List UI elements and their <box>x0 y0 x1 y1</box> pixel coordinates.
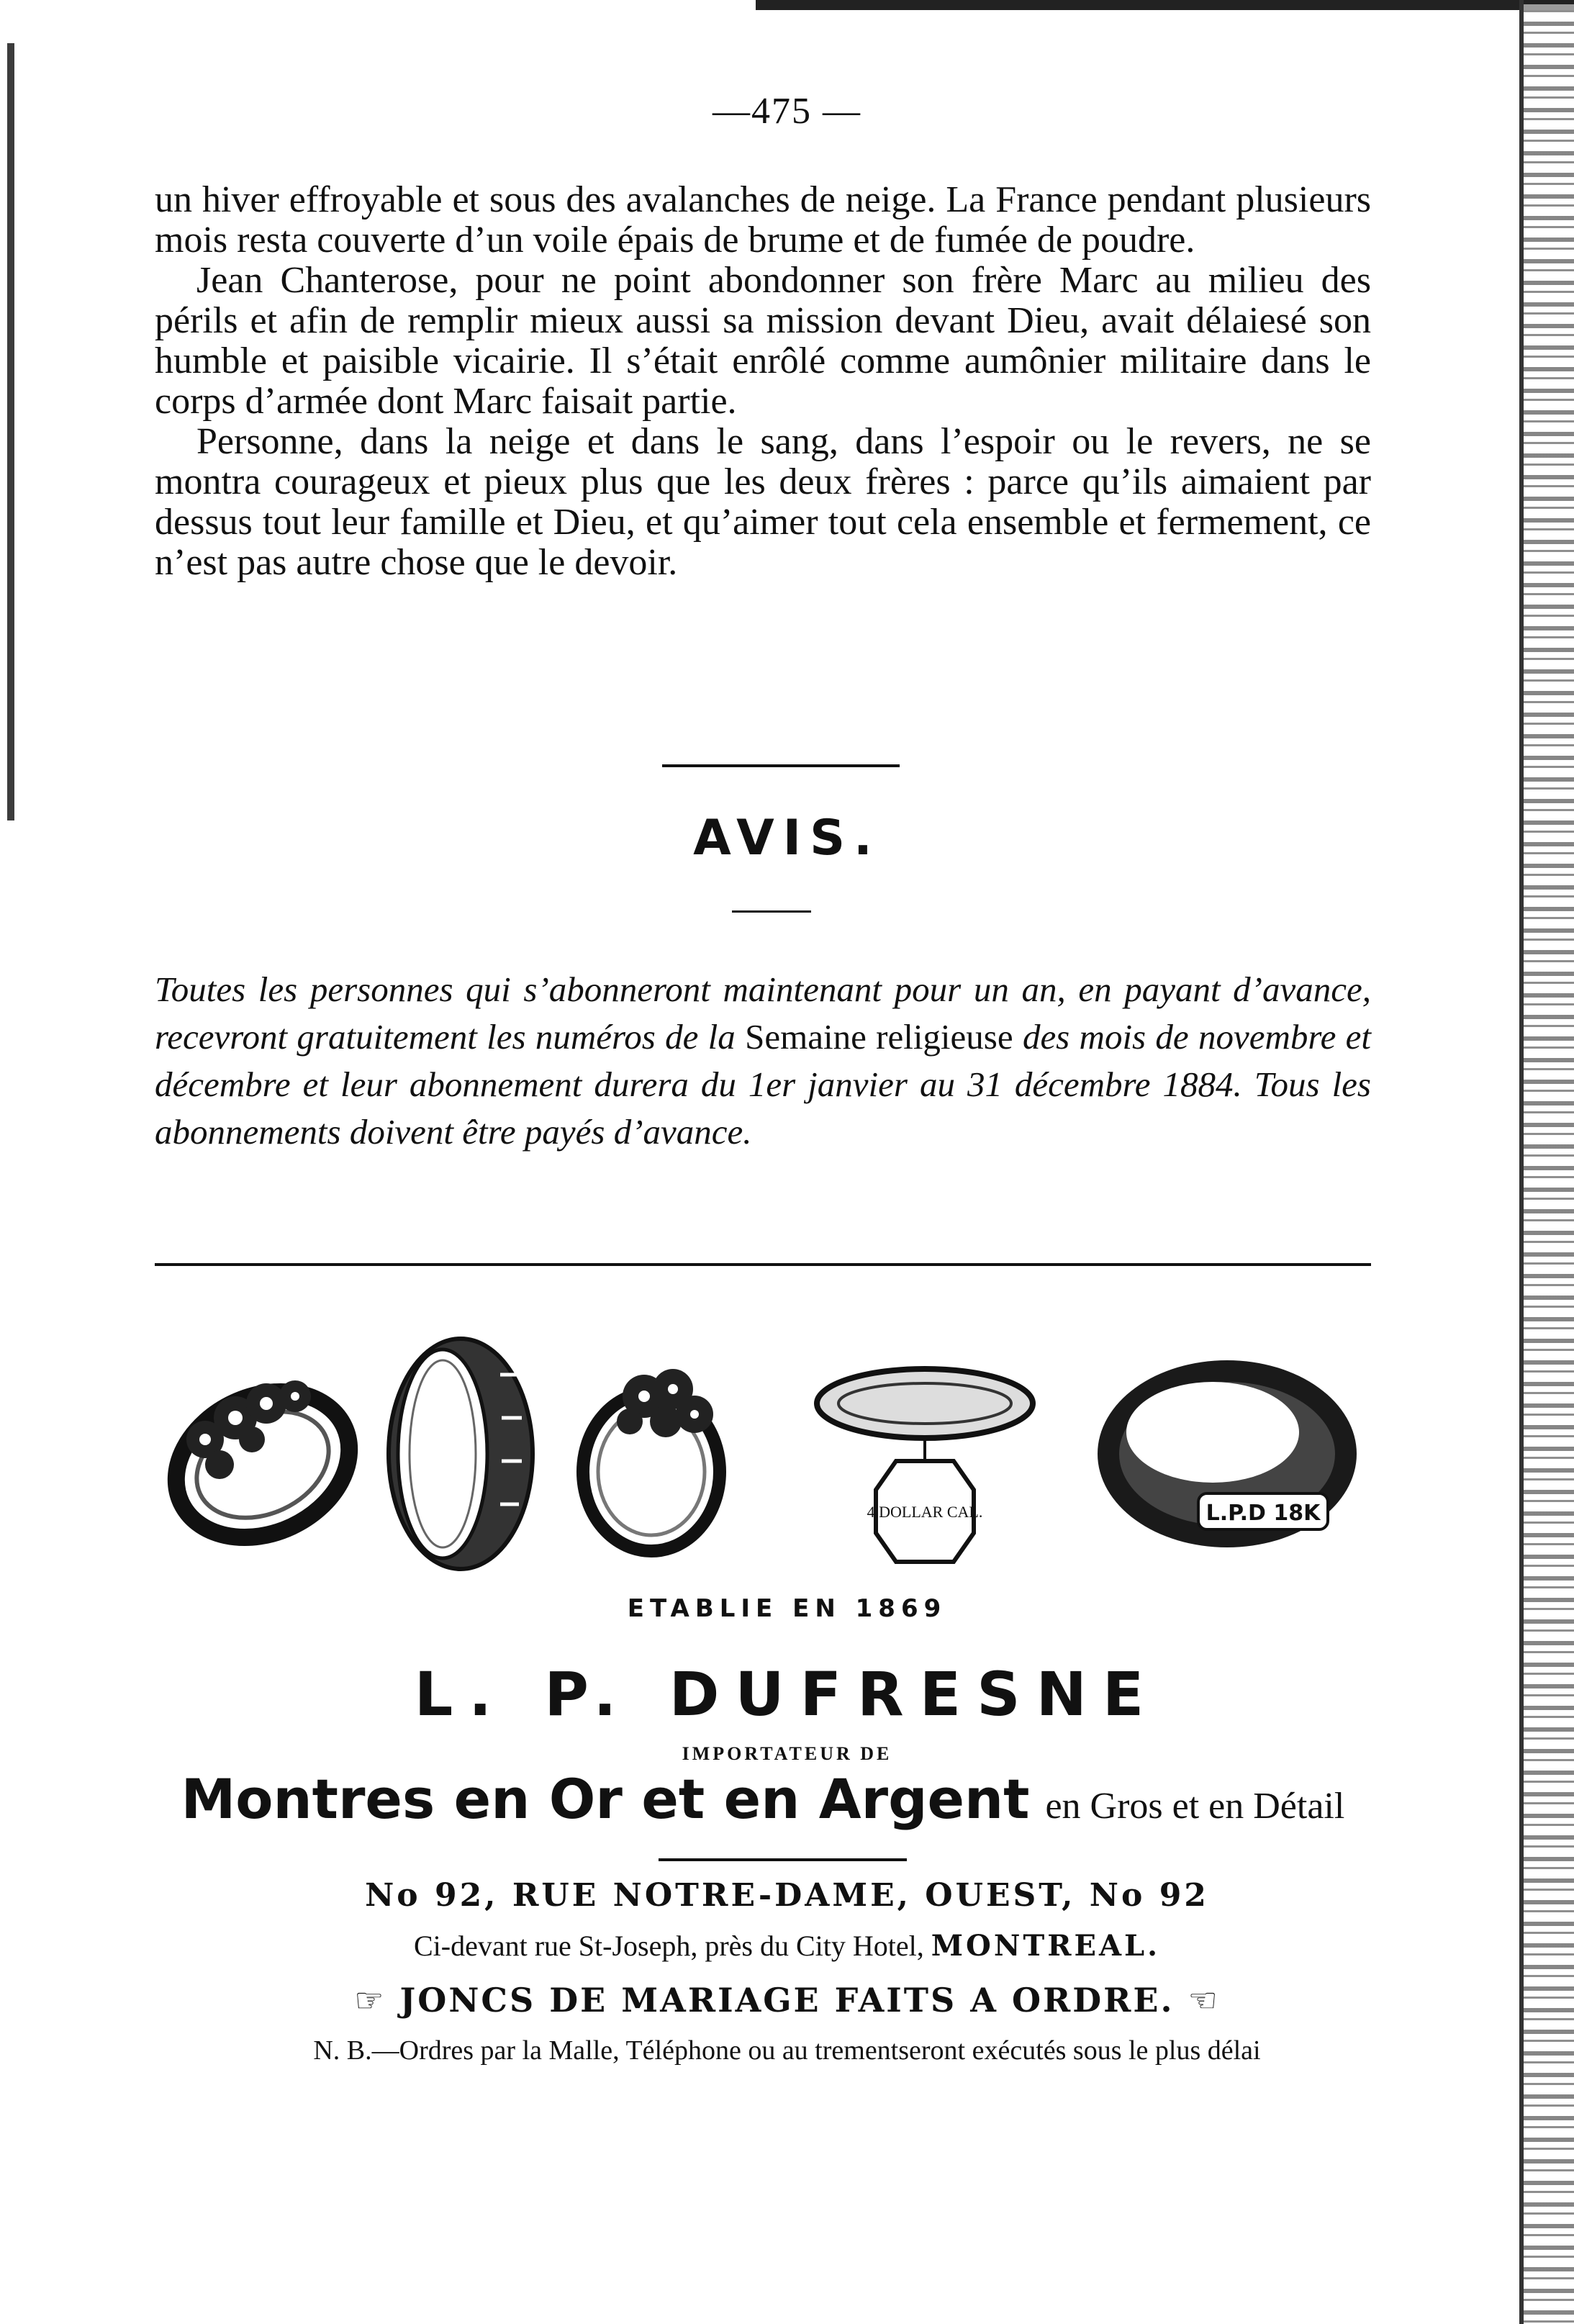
notice-semaine: Semaine <box>745 1017 867 1057</box>
avis-heading: AVIS. <box>693 810 881 867</box>
order-note: N. B.—Ordres par la Malle, Téléphone ou au trementseront exécutés sous le plus délai <box>313 2035 1261 2066</box>
notice-text-1: Toutes les personnes qui s’abonneront maintenant pour un an, en payant d’avance, recevront gratuitement les numéros de la <box>155 969 1371 1057</box>
scan-top-edge <box>756 0 1574 10</box>
pointing-hand-left-icon: ☜ <box>1188 1981 1220 2020</box>
scan-right-edge-noise <box>1524 0 1574 2324</box>
scan-left-edge <box>7 43 14 820</box>
wedding-rings-line <box>0 1981 1574 2020</box>
gold-band-icon <box>1090 1346 1364 1562</box>
tagged-ring-icon <box>810 1353 1040 1569</box>
wedding-rings-text: JONCS DE MARIAGE FAITS A ORDRE. <box>399 1981 1175 2020</box>
gem-ring-icon <box>155 1346 363 1562</box>
former-address-text: Ci-devant rue St-Joseph, près du City Hotel, <box>413 1930 924 1962</box>
watches-sub: en Gros et en Détail <box>1045 1786 1345 1827</box>
paragraph: Personne, dans la neige et dans le sang, dans l’espoir ou le revers, ne se montra courageux et pieux plus que les deux frères : parce qu’ils aimaient par dessus tout leur famille et Dieu, et qu’aimer tout cela ensemble et fermement, ce n’est pas autre chose que le devoir. <box>155 421 1371 583</box>
pointing-hand-right-icon: ☞ <box>354 1981 386 2020</box>
notice-text-2: des mois de novembre et décembre et leur abonnement durera du 1er janvier au 31 décembre 1884. Tous les abonnements doivent être payés d’avance. <box>155 1017 1372 1152</box>
watches-line <box>155 1767 1371 1831</box>
shop-address: No 92, RUE NOTRE-DAME, OUEST, No 92 <box>365 1877 1209 1914</box>
firm-name: L. P. DUFRESNE <box>414 1659 1160 1730</box>
ring-tag-label: 4 DOLLAR CAL. <box>867 1503 983 1521</box>
established-line: ETABLIE EN 1869 <box>627 1594 947 1623</box>
importer-label: IMPORTATEUR DE <box>682 1743 892 1764</box>
notice-religieuse: religieuse <box>876 1017 1013 1057</box>
engraved-band-icon <box>378 1331 543 1576</box>
city-name: MONTREAL. <box>931 1929 1161 1963</box>
advert-divider <box>155 1263 1371 1266</box>
ring-stamp: L.P.D 18K <box>1206 1501 1321 1526</box>
page-number: —475 — <box>713 91 861 132</box>
section-divider <box>662 764 900 767</box>
watches-main: Montres en Or et en Argent <box>181 1767 1030 1831</box>
former-address <box>0 1929 1574 1963</box>
subscription-notice <box>155 966 1371 1156</box>
cluster-ring-icon <box>565 1346 745 1562</box>
article-text <box>155 180 1371 583</box>
heading-underline <box>732 910 811 913</box>
paragraph: Jean Chanterose, pour ne point abondonner son frère Marc au milieu des périls et afin de remplir mieux aussi sa mission devant Dieu, avait délaiesé son humble et paisible vicairie. Il s’était enrôlé comme aumônier militaire dans le corps d’armée dont Marc faisait partie. <box>155 260 1371 422</box>
rings-illustration <box>155 1331 1371 1591</box>
paragraph: un hiver effroyable et sous des avalanches de neige. La France pendant plusieurs mois resta couverte d’un voile épais de brume et de fumée de poudre. <box>155 179 1371 261</box>
advert-underline <box>659 1858 907 1861</box>
